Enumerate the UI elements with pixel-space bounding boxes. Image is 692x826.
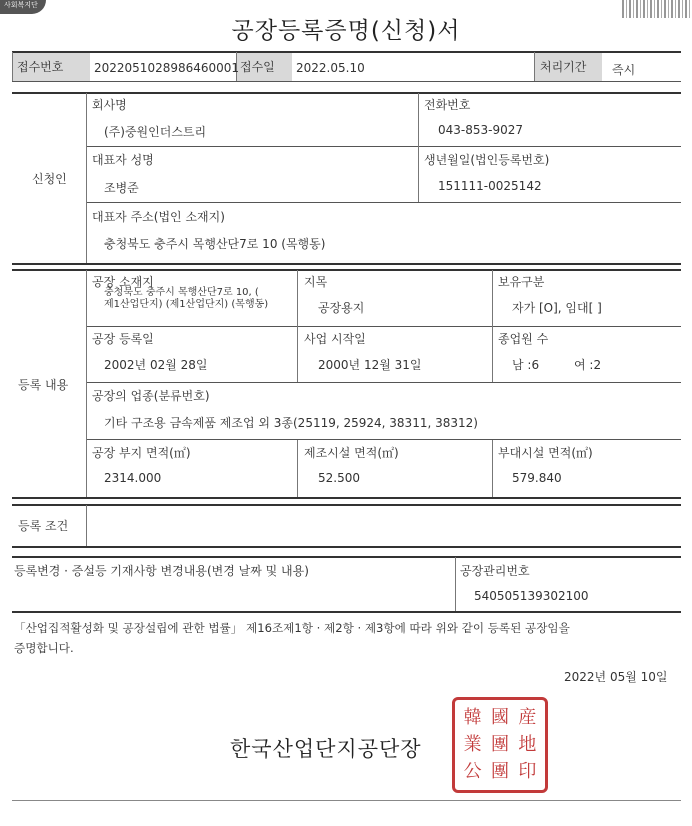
start-date-label: 사업 시작일	[304, 332, 366, 346]
top-seal-text: 사회복지단	[4, 1, 38, 9]
location-value-line2: 제1산업단지) (제1산업단지) (목행동)	[104, 299, 269, 310]
site-area-label: 공장 부지 면적(㎡)	[92, 446, 191, 460]
representative-label: 대표자 성명	[92, 153, 154, 167]
ownership-value: 자가 [O], 임대[ ]	[512, 301, 602, 315]
changes-label: 등록변경 · 증설등 기재사항 변경내용(변경 날짜 및 내용)	[14, 564, 309, 578]
registration-section-label: 등록 내용	[18, 378, 69, 392]
auxiliary-area-label: 부대시설 면적(㎡)	[498, 446, 593, 460]
start-date-value: 2000년 12월 31일	[318, 358, 422, 372]
management-number-label: 공장관리번호	[460, 564, 530, 578]
auxiliary-area-value: 579.840	[512, 471, 562, 485]
applicant-section-label: 신청인	[32, 172, 67, 186]
receipt-number-label: 접수번호	[17, 60, 64, 74]
site-area-value: 2314.000	[104, 471, 162, 485]
management-number-value: 540505139302100	[474, 589, 589, 603]
phone-label: 전화번호	[424, 98, 471, 112]
land-category-label: 지목	[304, 275, 328, 289]
employee-female-value: 여 :2	[574, 358, 602, 372]
company-label: 회사명	[92, 98, 127, 112]
receipt-number-value: 2022051028986460001	[94, 61, 240, 75]
registration-date-value: 2002년 02월 28일	[104, 358, 208, 372]
phone-value: 043-853-9027	[438, 123, 524, 137]
document-title: 공장등록증명(신청)서	[231, 18, 461, 44]
statement-line1: 「산업집적활성화 및 공장설립에 관한 법률」 제16조제1항 · 제2항 · 제3항에 따라 위와 같이 등록된 공장임을	[14, 621, 570, 635]
receipt-date-value: 2022.05.10	[296, 61, 365, 75]
industry-label: 공장의 업종(분류번호)	[92, 389, 210, 403]
period-label: 처리기간	[540, 60, 587, 74]
birth-value: 151111-0025142	[438, 179, 542, 193]
location-label: 공장 소재지	[92, 275, 154, 289]
manufacturing-area-label: 제조시설 면적(㎡)	[304, 446, 399, 460]
land-category-value: 공장용지	[318, 301, 365, 315]
ownership-label: 보유구분	[498, 275, 545, 289]
birth-label: 생년월일(법인등록번호)	[424, 153, 550, 167]
manufacturing-area-value: 52.500	[318, 471, 360, 485]
official-seal-icon: 韓 國 産 業 團 地 公 團 印	[452, 697, 548, 793]
address-value: 충청북도 충주시 목행산단7로 10 (목행동)	[104, 237, 326, 251]
statement-line2: 증명합니다.	[14, 641, 74, 655]
location-value-line1: 충청북도 충주시 목행산단7로 10, (	[104, 287, 259, 298]
conditions-label: 등록 조건	[18, 519, 69, 533]
employee-male-value: 남 :6	[512, 358, 540, 372]
registration-date-label: 공장 등록일	[92, 332, 154, 346]
address-label: 대표자 주소(법인 소재지)	[92, 210, 225, 224]
representative-value: 조병준	[104, 181, 139, 195]
industry-value: 기타 구조용 금속제품 제조업 외 3종(25119, 25924, 38311, 38312)	[104, 416, 478, 430]
issuer-name: 한국산업단지공단장	[230, 737, 422, 761]
receipt-date-label: 접수일	[240, 60, 275, 74]
employee-count-label: 종업원 수	[498, 332, 549, 346]
company-value: (주)중원인더스트리	[104, 125, 207, 139]
issue-date: 2022년 05월 10일	[564, 670, 668, 684]
period-value: 즉시	[612, 63, 636, 77]
